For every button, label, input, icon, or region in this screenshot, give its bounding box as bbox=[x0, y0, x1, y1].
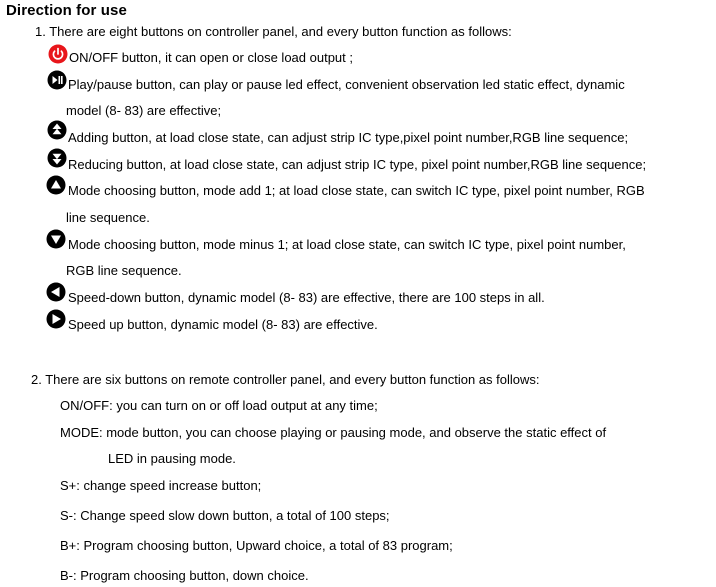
remote-desc-program-up: B+: Program choosing button, Upward choice, a total of 83 program; bbox=[60, 538, 453, 553]
button-desc-mode-add: Mode choosing button, mode add 1; at load close state, can switch IC type, pixel point number, RGB bbox=[68, 183, 645, 198]
button-desc-power: ON/OFF button, it can open or close load output ; bbox=[69, 50, 353, 65]
button-desc-mode-minus-cont: RGB line sequence. bbox=[66, 263, 182, 278]
double-down-icon bbox=[47, 148, 67, 168]
down-triangle-icon bbox=[46, 229, 66, 249]
remote-desc-speed-increase: S+: change speed increase button; bbox=[60, 478, 262, 493]
button-desc-speed-down: Speed-down button, dynamic model (8- 83) are effective, there are 100 steps in all. bbox=[68, 290, 545, 305]
button-desc-reducing: Reducing button, at load close state, can adjust strip IC type, pixel point number,RGB line sequence; bbox=[68, 157, 647, 172]
double-up-icon bbox=[47, 120, 67, 140]
remote-desc-mode-cont: LED in pausing mode. bbox=[108, 451, 236, 466]
right-triangle-icon bbox=[46, 309, 66, 329]
button-desc-play-pause: Play/pause button, can play or pause led effect, convenient observation led static effect, dynamic bbox=[68, 77, 625, 92]
power-icon bbox=[48, 44, 68, 64]
up-triangle-icon bbox=[46, 175, 66, 195]
section1-heading: 1. There are eight buttons on controller panel, and every button function as follows: bbox=[35, 24, 512, 39]
button-desc-play-pause-cont: model (8- 83) are effective; bbox=[66, 103, 222, 118]
button-desc-mode-add-cont: line sequence. bbox=[66, 210, 150, 225]
remote-desc-onoff: ON/OFF: you can turn on or off load output at any time; bbox=[60, 398, 378, 413]
button-desc-mode-minus: Mode choosing button, mode minus 1; at load close state, can switch IC type, pixel point number, bbox=[68, 237, 626, 252]
page-title: Direction for use bbox=[6, 2, 127, 19]
play-pause-icon bbox=[47, 70, 67, 90]
left-triangle-icon bbox=[46, 282, 66, 302]
button-desc-adding: Adding button, at load close state, can adjust strip IC type,pixel point number,RGB line sequence; bbox=[68, 130, 629, 145]
remote-desc-speed-decrease: S-: Change speed slow down button, a total of 100 steps; bbox=[60, 508, 390, 523]
section2-heading: 2. There are six buttons on remote controller panel, and every button function as follows: bbox=[31, 372, 540, 387]
remote-desc-mode: MODE: mode button, you can choose playing or pausing mode, and observe the static effect of bbox=[60, 425, 607, 440]
remote-desc-program-down: B-: Program choosing button, down choice. bbox=[60, 568, 309, 583]
button-desc-speed-up: Speed up button, dynamic model (8- 83) are effective. bbox=[68, 317, 378, 332]
